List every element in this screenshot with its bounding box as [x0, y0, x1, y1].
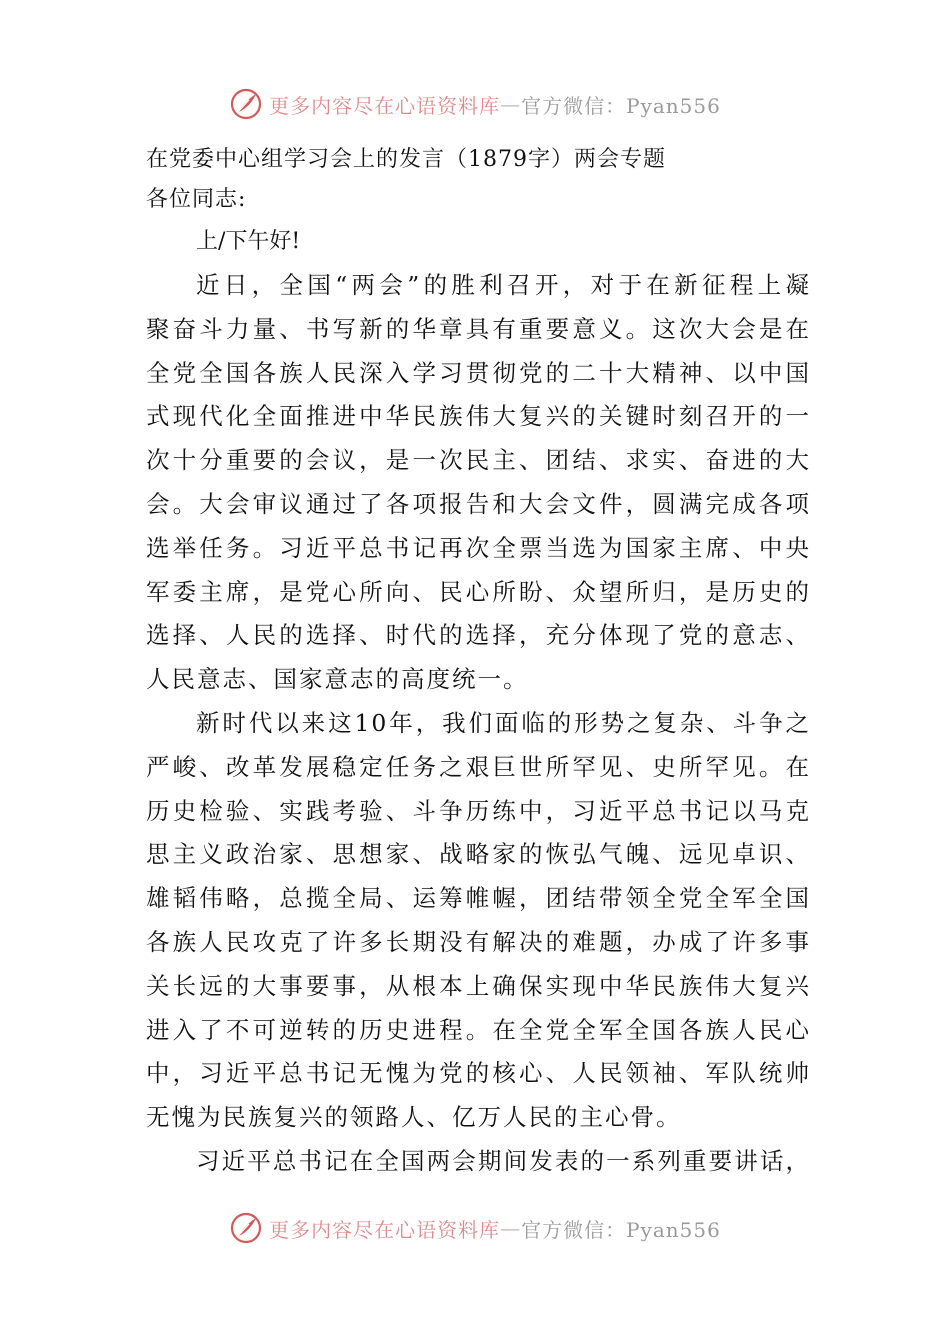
paragraph-line: 进入了不可逆转的历史进程。在全党全军全国各族人民心 — [146, 1015, 811, 1044]
paragraph-line: 聚奋斗力量、书写新的华章具有重要意义。这次大会是在 — [146, 314, 811, 343]
paragraph-line: 全党全国各族人民深入学习贯彻党的二十大精神、以中国 — [146, 358, 811, 387]
banner-text: 更多内容尽在心语资料库 — [269, 93, 501, 118]
feather-pen-icon — [229, 87, 263, 121]
banner-separator: — — [500, 92, 522, 116]
salutation: 各位同志: — [146, 187, 247, 212]
document-body — [146, 140, 811, 1184]
paragraph-line: 雄韬伟略，总揽全局、运筹帷幄，团结带领全党全军全国 — [146, 884, 811, 913]
paragraph-line: 严峻、改革发展稳定任务之艰巨世所罕见、史所罕见。在 — [146, 752, 811, 781]
document-title: 在党委中心组学习会上的发言（1879字）两会专题 — [146, 147, 666, 172]
feather-pen-icon — [229, 1211, 263, 1245]
paragraph-line: 选举任务。习近平总书记再次全票当选为国家主席、中央 — [146, 533, 811, 562]
paragraph-line: 各族人民攻克了许多长期没有解决的难题，办成了许多事 — [146, 927, 811, 956]
paragraph-line: 新时代以来这10年，我们面临的形势之复杂、斗争之 — [196, 708, 811, 737]
paragraph-2 — [146, 702, 811, 1140]
paragraph-line: 无愧为民族复兴的领路人、亿万人民的主心骨。 — [146, 1103, 682, 1132]
paragraph-line: 人民意志、国家意志的高度统一。 — [146, 665, 529, 694]
paragraph-line: 会。大会审议通过了各项报告和大会文件，圆满完成各项 — [146, 489, 811, 518]
footer-watermark-banner — [0, 1208, 950, 1248]
banner-separator: — — [500, 1216, 522, 1240]
banner-text: 更多内容尽在心语资料库 — [269, 1217, 501, 1242]
paragraph-line: 习近平总书记在全国两会期间发表的一系列重要讲话， — [196, 1146, 811, 1175]
banner-contact: 官方微信：Pyan556 — [521, 93, 721, 118]
paragraph-line: 式现代化全面推进中华民族伟大复兴的关键时刻召开的一 — [146, 402, 811, 431]
paragraph-1 — [146, 264, 811, 702]
greeting: 上/下午好! — [196, 229, 301, 254]
paragraph-line: 历史检验、实践考验、斗争历练中，习近平总书记以马克 — [146, 796, 811, 825]
paragraph-line: 选择、人民的选择、时代的选择，充分体现了党的意志、 — [146, 621, 811, 650]
paragraph-line: 思主义政治家、思想家、战略家的恢弘气魄、远见卓识、 — [146, 840, 811, 869]
paragraph-line: 近日，全国“两会”的胜利召开，对于在新征程上凝 — [196, 271, 811, 299]
paragraph-3 — [146, 1140, 811, 1184]
paragraph-line: 关长远的大事要事，从根本上确保实现中华民族伟大复兴 — [146, 971, 811, 1000]
paragraph-line: 中，习近平总书记无愧为党的核心、人民领袖、军队统帅 — [146, 1059, 811, 1088]
paragraph-line: 次十分重要的会议，是一次民主、团结、求实、奋进的大 — [146, 446, 811, 475]
paragraph-line: 军委主席，是党心所向、民心所盼、众望所归，是历史的 — [146, 577, 811, 606]
header-watermark-banner — [0, 84, 950, 124]
banner-contact: 官方微信：Pyan556 — [521, 1217, 721, 1242]
